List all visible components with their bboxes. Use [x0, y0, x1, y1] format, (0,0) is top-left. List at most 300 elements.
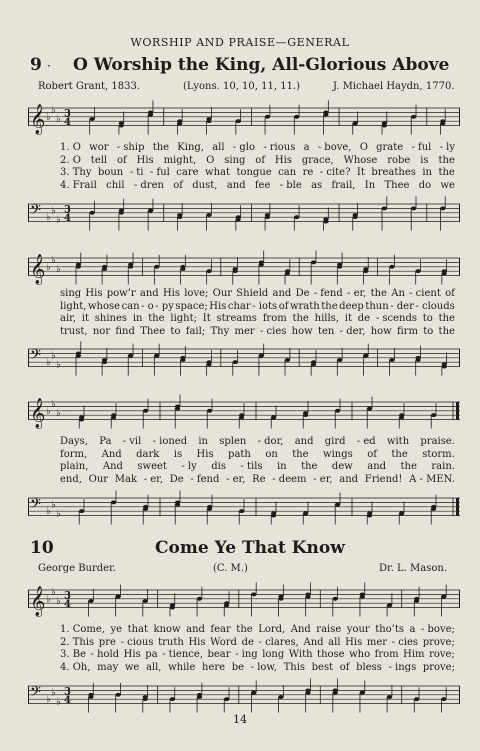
lyric-syllable: all	[328, 636, 341, 648]
lyric-syllable: dis	[211, 461, 226, 473]
lyric-syllable: light,	[60, 300, 87, 312]
bass-clef-icon: 𝄢	[30, 496, 41, 517]
flat-icon: ♭	[46, 593, 51, 605]
lyric-syllable: An	[391, 288, 405, 299]
lyric-syllable: - dor,	[257, 436, 284, 447]
lyric-syllable: Thy	[210, 325, 230, 337]
staff-drawing	[28, 578, 460, 622]
lyric-syllable: 1. Come,	[60, 624, 105, 635]
lyric-syllable: ten	[317, 325, 335, 337]
lyric-syllable: can	[278, 167, 297, 179]
music-staff	[28, 674, 460, 718]
lyric-syllable: thun	[365, 300, 389, 312]
lyric-syllable: - bove,	[317, 142, 352, 153]
verse-block	[60, 142, 455, 192]
lyric-line	[60, 301, 455, 314]
lyric-syllable: 1. O	[60, 142, 81, 153]
flat-icon: ♭	[51, 350, 56, 362]
lyric-syllable: Mak	[114, 473, 138, 485]
treble-clef-icon: 𝄞	[30, 586, 46, 617]
lyric-syllable: might,	[163, 154, 197, 166]
lyric-syllable: - cient	[409, 288, 441, 299]
lyric-syllable: 3. Be	[60, 649, 86, 661]
lyric-syllable: - dren	[133, 179, 164, 191]
lyric-syllable: - ti	[129, 167, 144, 179]
lyric-syllable: truth	[158, 636, 184, 648]
lyric-syllable: mer	[366, 636, 388, 648]
lyric-syllable: char	[227, 300, 251, 312]
lyric-syllable: shines	[94, 313, 128, 325]
lyric-syllable: 2. This	[60, 636, 95, 648]
lyric-syllable: pre	[98, 636, 116, 648]
lyric-syllable: care	[176, 167, 199, 179]
staff-drawing	[28, 192, 460, 236]
lyric-syllable: - ly	[439, 142, 455, 153]
lyric-syllable: frail,	[331, 179, 356, 191]
lyric-line	[60, 288, 455, 301]
flat-icon: ♭	[56, 114, 61, 125]
flat-icon: ♭	[51, 499, 56, 511]
lyric-syllable: the	[152, 142, 170, 153]
lyric-syllable: Thee	[384, 179, 410, 191]
lyric-syllable: form,	[60, 448, 88, 460]
bass-clef-icon: 𝄢	[30, 684, 41, 705]
lyric-syllable: of	[367, 448, 377, 460]
lyric-syllable: His	[196, 448, 214, 460]
lyric-syllable: be	[231, 661, 245, 673]
lyric-syllable: the	[292, 313, 309, 325]
lyric-syllable: hills,	[314, 313, 339, 325]
lyric-syllable: can	[121, 300, 140, 312]
flat-icon: ♭	[51, 399, 56, 411]
verse-block	[60, 624, 455, 674]
lyric-line	[60, 461, 455, 474]
staff-drawing	[28, 674, 460, 718]
lyric-syllable: storm.	[422, 448, 455, 460]
lyric-syllable: of	[173, 179, 183, 191]
flat-icon: ♭	[56, 408, 61, 419]
lyric-syllable: - fend	[313, 288, 343, 299]
lyric-syllable: - er,	[313, 473, 333, 485]
hymn-meta	[0, 563, 480, 577]
lyric-syllable: the	[370, 288, 387, 299]
lyric-line	[60, 313, 455, 326]
lyric-syllable: bless	[356, 661, 382, 673]
lyric-syllable: A - MEN.	[409, 473, 455, 485]
lyric-syllable: sing	[224, 154, 246, 166]
bass-clef-icon: 𝄢	[30, 347, 41, 368]
verse-block	[60, 288, 455, 338]
lyric-syllable: grate	[376, 142, 404, 153]
music-staff	[28, 390, 460, 434]
lyric-syllable: - rious	[263, 142, 296, 153]
lyric-line	[60, 637, 455, 650]
time-signature-digit: 4	[64, 599, 71, 611]
lyric-syllable: sweet	[137, 461, 167, 473]
lyric-syllable: prove;	[422, 661, 455, 673]
lyric-syllable: - o	[141, 300, 154, 312]
lyric-syllable: to	[422, 313, 433, 325]
lyric-syllable: - cious	[120, 636, 154, 648]
lyric-syllable: boun	[97, 167, 124, 179]
lyric-syllable: - der,	[339, 325, 366, 337]
lyric-syllable: pow’r	[106, 288, 136, 299]
lyric-syllable: path	[228, 448, 251, 460]
lyric-syllable: trust,	[60, 325, 88, 337]
lyric-syllable: the	[391, 448, 408, 460]
lyric-syllable: do	[418, 179, 432, 191]
hymn-meta	[0, 81, 480, 95]
time-signature-digit: 4	[64, 117, 71, 129]
lyric-syllable: the	[438, 325, 455, 337]
lyric-syllable: light;	[170, 313, 198, 325]
lyric-line	[60, 155, 455, 168]
lyric-syllable: and	[294, 436, 314, 447]
flat-icon: ♭	[56, 359, 61, 371]
lyric-syllable: how	[370, 325, 392, 337]
flat-icon: ♭	[46, 212, 51, 224]
dot-separator-icon: ·	[47, 59, 51, 73]
lyric-syllable: fear	[210, 624, 231, 635]
flat-icon: ♭	[56, 214, 61, 226]
lyric-syllable: - ioned	[152, 436, 188, 447]
lyric-syllable: And	[290, 624, 311, 635]
music-staff	[28, 96, 460, 140]
lyric-syllable: grace,	[301, 154, 334, 166]
lyric-syllable: all	[212, 142, 225, 153]
lyric-syllable: the	[438, 313, 455, 325]
flat-icon: ♭	[51, 587, 56, 599]
lyric-syllable: De	[295, 288, 310, 299]
lyric-syllable: dark	[136, 448, 160, 460]
hymn-title: Come Ye That Know	[155, 538, 345, 558]
lyric-syllable: of	[278, 300, 289, 312]
lyric-syllable: prove;	[422, 636, 455, 648]
lyric-syllable: His	[188, 636, 206, 648]
lyric-line	[60, 436, 455, 449]
lyric-syllable: the	[321, 300, 338, 312]
lyric-syllable: Re	[252, 473, 266, 485]
lyric-syllable: - clares,	[258, 636, 299, 648]
lyric-syllable: Days,	[60, 436, 88, 447]
lyric-syllable: - er,	[226, 473, 246, 485]
lyric-syllable: And	[303, 636, 324, 648]
flat-icon: ♭	[56, 596, 61, 607]
lyric-syllable: Him	[403, 649, 425, 661]
lyric-syllable: what	[205, 167, 230, 179]
staff-drawing	[28, 246, 460, 290]
music-staff	[28, 337, 460, 381]
hymn-number: 9	[30, 55, 42, 75]
lyric-syllable: in	[132, 313, 143, 325]
hymn-composer: Dr. L. Mason.	[379, 563, 448, 574]
lyric-syllable: rain.	[431, 461, 455, 473]
lyric-syllable: the	[400, 461, 417, 473]
lyric-syllable: in	[422, 167, 432, 179]
treble-clef-icon: 𝄞	[30, 254, 46, 285]
lyric-syllable: wrath	[289, 300, 320, 312]
lyric-syllable: to	[423, 325, 434, 337]
lyric-syllable: - hold	[90, 649, 120, 661]
lyric-syllable: And	[101, 448, 122, 460]
lyric-syllable: to	[170, 325, 181, 337]
flat-icon: ♭	[56, 264, 61, 275]
music-staff	[28, 486, 460, 530]
flat-icon: ♭	[46, 357, 51, 369]
hymn-number: 10	[30, 538, 54, 558]
lyric-syllable: the	[236, 624, 253, 635]
lyric-syllable: raise	[316, 624, 342, 635]
lyric-line	[60, 449, 455, 462]
lyric-syllable: love;	[184, 288, 209, 299]
music-staff	[28, 192, 460, 236]
lyric-syllable: here	[202, 661, 226, 673]
lyric-line	[60, 649, 455, 662]
staff-drawing	[28, 337, 460, 381]
lyric-syllable: Whose	[343, 154, 378, 166]
hymn-author: George Burder.	[38, 563, 116, 574]
lyric-syllable: and	[339, 473, 359, 485]
flat-icon: ♭	[46, 405, 51, 417]
lyric-syllable: His	[209, 300, 227, 312]
lyric-syllable: Shield	[236, 288, 269, 299]
lyric-syllable: King,	[177, 142, 204, 153]
lyric-syllable: Lord,	[258, 624, 286, 635]
lyric-syllable: mer	[234, 325, 255, 337]
lyric-syllable: and	[226, 179, 246, 191]
lyric-syllable: know	[153, 624, 181, 635]
lyric-syllable: - der	[390, 300, 414, 312]
lyric-syllable: best	[311, 661, 334, 673]
lyric-syllable: His	[123, 649, 141, 661]
lyric-syllable: His	[85, 288, 103, 299]
lyric-syllable: splen	[219, 436, 247, 447]
lyric-syllable: on	[265, 448, 278, 460]
lyric-syllable: praise.	[420, 436, 455, 447]
lyric-syllable: Our	[212, 288, 233, 299]
lyric-syllable: - clouds	[415, 300, 455, 312]
lyric-syllable: breathes	[371, 167, 416, 179]
lyric-syllable: It	[356, 167, 365, 179]
lyric-syllable: His	[345, 636, 363, 648]
page-number: 14	[233, 713, 247, 726]
flat-icon: ♭	[46, 506, 51, 518]
lyric-syllable: re	[302, 167, 314, 179]
lyric-syllable: dust,	[192, 179, 218, 191]
lyric-syllable: and	[139, 288, 159, 299]
lyric-syllable: - ings	[388, 661, 417, 673]
lyric-syllable: fee	[254, 179, 271, 191]
lyric-line	[60, 662, 455, 675]
hymn-title: O Worship the King, All-Glorious Above	[73, 55, 450, 75]
lyric-syllable: it	[344, 313, 352, 325]
lyric-syllable: of	[445, 288, 455, 299]
lyric-syllable: how	[291, 325, 313, 337]
lyric-syllable: space;	[175, 300, 208, 312]
lyric-syllable: the	[438, 154, 455, 166]
lyric-syllable: It	[202, 313, 211, 325]
lyric-syllable: O	[359, 142, 368, 153]
time-signature-digit: 3	[64, 590, 71, 602]
lyric-line	[60, 167, 455, 180]
lyric-syllable: it	[81, 313, 90, 325]
lyric-syllable: deep	[339, 300, 364, 312]
lyric-syllable: de	[241, 636, 254, 648]
lyric-syllable: from	[262, 313, 287, 325]
lyric-syllable: those	[317, 649, 345, 661]
page-header: WORSHIP AND PRAISE—GENERAL	[130, 36, 350, 49]
lyric-syllable: - bove;	[420, 624, 455, 635]
lyric-line	[60, 624, 455, 637]
lyric-syllable: air,	[60, 313, 77, 325]
lyric-syllable: a	[303, 142, 310, 153]
lyric-syllable: 4. Oh,	[60, 661, 91, 673]
lyric-syllable: - cies	[259, 325, 287, 337]
lyric-syllable: With	[288, 649, 313, 661]
lyric-syllable: O	[206, 154, 215, 166]
lyric-syllable: And	[102, 461, 123, 473]
lyric-syllable: of	[117, 154, 127, 166]
lyric-syllable: - er,	[143, 473, 164, 485]
lyric-syllable: in	[198, 436, 208, 447]
lyric-syllable: in	[276, 461, 287, 473]
lyric-syllable: the	[438, 167, 455, 179]
time-signature-digit: 3	[64, 204, 71, 216]
lyric-syllable: - iots	[252, 300, 278, 312]
lyric-syllable: - cite?	[319, 167, 351, 179]
lyric-syllable: - py	[155, 300, 174, 312]
lyric-syllable: of	[339, 661, 350, 673]
lyric-syllable: tell	[90, 154, 108, 166]
lyric-syllable: Pa	[99, 436, 112, 447]
lyric-syllable: we	[440, 179, 455, 191]
lyric-syllable: is	[420, 154, 429, 166]
lyric-syllable: may	[97, 661, 119, 673]
lyric-syllable: and	[272, 288, 292, 299]
lyric-syllable: - cies	[391, 636, 419, 648]
lyric-syllable: pa	[145, 649, 158, 661]
lyric-syllable: fail;	[185, 325, 206, 337]
lyric-syllable: is	[173, 448, 183, 460]
lyric-syllable: whose	[87, 300, 121, 312]
treble-clef-icon: 𝄞	[30, 398, 46, 429]
lyric-syllable: wor	[89, 142, 109, 153]
lyric-syllable: In	[364, 179, 376, 191]
lyric-syllable: tongue	[236, 167, 272, 179]
music-staff	[28, 578, 460, 622]
lyric-syllable: bear	[207, 649, 231, 661]
lyric-syllable: as	[311, 179, 323, 191]
lyric-syllable: from	[374, 649, 399, 661]
lyric-syllable: - ship	[116, 142, 145, 153]
lyric-syllable: - glo	[232, 142, 255, 153]
hymn-composer: J. Michael Haydn, 1770.	[333, 81, 455, 92]
lyric-syllable: a	[409, 624, 416, 635]
lyric-line	[60, 142, 455, 155]
lyric-syllable: His	[136, 154, 154, 166]
time-signature-digit: 4	[64, 213, 71, 225]
lyric-syllable: of	[255, 154, 266, 166]
lyric-syllable: plain,	[60, 461, 89, 473]
lyric-syllable: nor	[92, 325, 111, 337]
lyric-syllable: sing	[60, 288, 82, 299]
lyric-syllable: and	[186, 624, 205, 635]
time-signature-digit: 3	[64, 108, 71, 120]
lyric-syllable: 2. O	[60, 154, 81, 166]
lyric-syllable: - ly	[181, 461, 197, 473]
staff-drawing	[28, 96, 460, 140]
lyric-line	[60, 474, 455, 487]
lyric-syllable: all,	[145, 661, 162, 673]
flat-icon: ♭	[56, 508, 61, 520]
time-signature-digit: 3	[64, 686, 71, 698]
lyric-syllable: wings	[323, 448, 353, 460]
flat-icon: ♭	[51, 105, 56, 117]
lyric-syllable: firm	[397, 325, 418, 337]
treble-clef-icon: 𝄞	[30, 104, 46, 135]
lyric-syllable: - ing	[235, 649, 258, 661]
lyric-syllable: - tience,	[162, 649, 203, 661]
lyric-syllable: - ble	[279, 179, 302, 191]
flat-icon: ♭	[46, 261, 51, 273]
lyric-syllable: - fend	[190, 473, 220, 485]
lyric-syllable: chil	[106, 179, 125, 191]
lyric-syllable: end,	[60, 473, 82, 485]
lyric-syllable: and	[367, 461, 387, 473]
bass-clef-icon: 𝄢	[30, 202, 41, 223]
lyric-syllable: with	[386, 436, 410, 447]
hymn-author: Robert Grant, 1833.	[38, 81, 141, 92]
staff-drawing	[28, 486, 460, 530]
lyric-syllable: 4. Frail	[60, 179, 97, 191]
verse-block	[60, 436, 455, 486]
time-signature-digit: 4	[64, 695, 71, 707]
lyric-syllable: dew	[331, 461, 353, 473]
lyric-syllable: tho’ts	[375, 624, 404, 635]
lyric-syllable: - er,	[347, 288, 367, 299]
lyric-syllable: streams	[216, 313, 257, 325]
lyric-syllable: robe	[387, 154, 411, 166]
lyric-syllable: His	[162, 288, 180, 299]
flat-icon: ♭	[51, 205, 56, 217]
music-staff	[28, 246, 460, 290]
lyric-syllable: long	[262, 649, 285, 661]
lyric-syllable: your	[346, 624, 370, 635]
lyric-syllable: This	[283, 661, 306, 673]
lyric-syllable: the	[301, 461, 318, 473]
lyric-syllable: - ful	[149, 167, 170, 179]
lyric-syllable: the	[292, 448, 309, 460]
lyric-syllable: we	[124, 661, 140, 673]
lyric-syllable: ye	[110, 624, 123, 635]
staff-drawing	[28, 390, 460, 434]
lyric-syllable: the	[148, 313, 165, 325]
lyric-syllable: rove;	[429, 649, 455, 661]
hymn-tune: (C. M.)	[213, 563, 248, 574]
flat-icon: ♭	[51, 687, 56, 699]
lyric-syllable: - deem	[272, 473, 307, 485]
lyric-syllable: gird	[324, 436, 346, 447]
lyric-syllable: De	[169, 473, 184, 485]
lyric-syllable: while	[168, 661, 196, 673]
lyric-syllable: Thee	[140, 325, 166, 337]
lyric-syllable: - ful	[411, 142, 432, 153]
lyric-syllable: that	[127, 624, 149, 635]
lyric-syllable: - scends	[375, 313, 418, 325]
lyric-syllable: Our	[88, 473, 109, 485]
lyric-syllable: His	[274, 154, 292, 166]
lyric-syllable: Word	[210, 636, 237, 648]
